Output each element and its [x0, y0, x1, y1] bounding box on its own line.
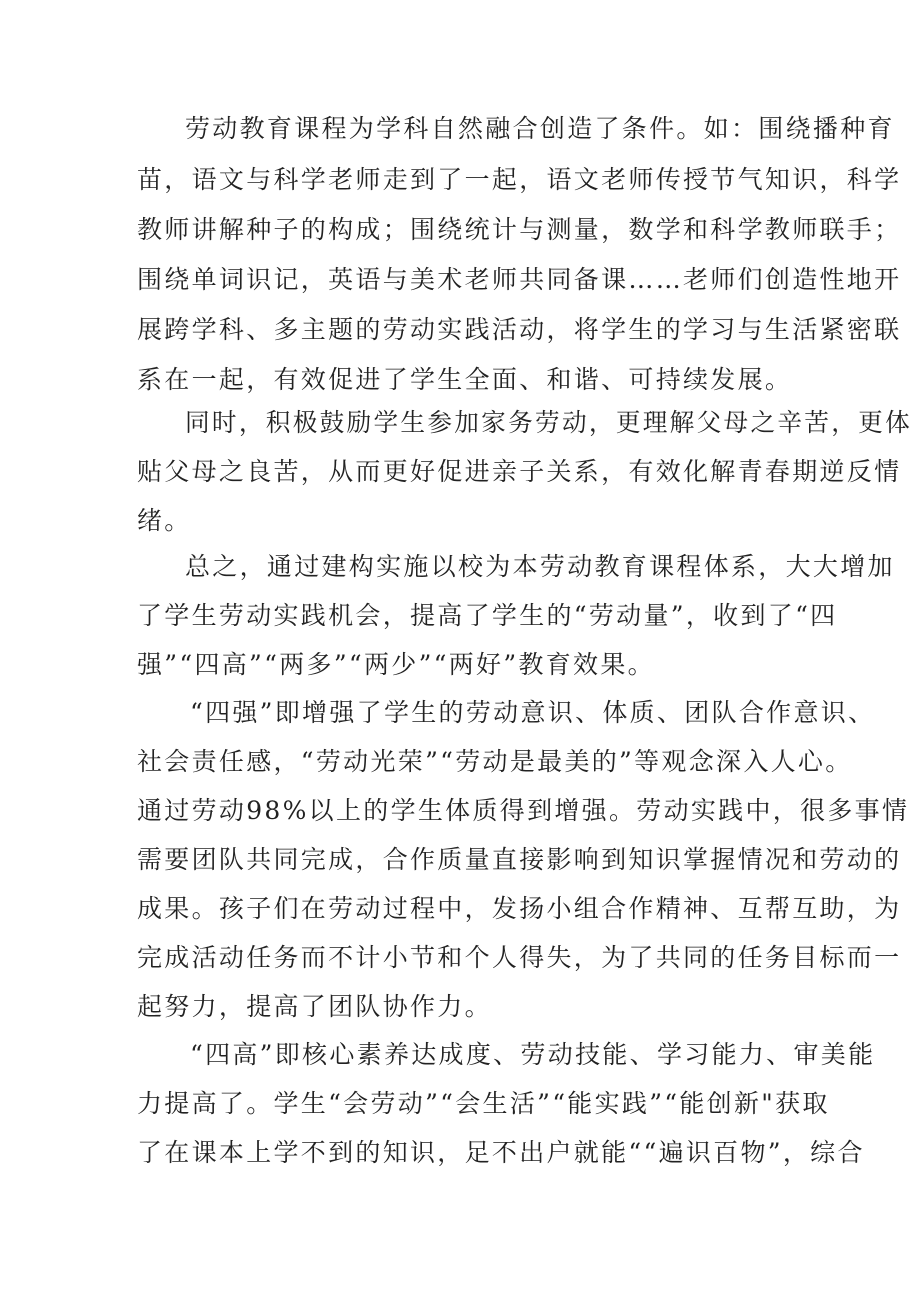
paragraph-4-line-4: 需要团队共同完成，合作质量直接影响到知识掌握情况和劳动的 — [137, 845, 902, 874]
paragraph-1-line-3: 教师讲解种子的构成；围绕统计与测量，数学和科学教师联手； — [137, 215, 902, 244]
paragraph-4-line-6: 完成活动任务而不计小节和个人得失，为了共同的任务目标而一 — [137, 943, 902, 972]
paragraph-4-line-5: 成果。孩子们在劳动过程中，发扬小组合作精神、互帮互助，为 — [137, 894, 902, 923]
paragraph-4-line-7: 起努力，提高了团队协作力。 — [137, 992, 492, 1021]
paragraph-2-line-1: 同时，积极鼓励学生参加家务劳动，更理解父母之辛苦，更体 — [185, 408, 913, 437]
paragraph-5-line-3: 了在课本上学不到的知识，足不出户就能““遍识百物”，综合 — [137, 1138, 865, 1167]
paragraph-1-line-2: 苗，语文与科学老师走到了一起，语文老师传授节气知识，科学 — [137, 165, 902, 194]
paragraph-1-line-1: 劳动教育课程为学科自然融合创造了条件。如：围绕播种育 — [185, 114, 895, 143]
paragraph-4-line-2: 社会责任感，“劳动光荣”“劳动是最美的”等观念深入人心。 — [137, 747, 853, 776]
paragraph-4-line-3: 通过劳动98%以上的学生体质得到增强。劳动实践中，很多事情 — [137, 796, 910, 825]
paragraph-3-line-1: 总之，通过建构实施以校为本劳动教育课程体系，大大增加 — [185, 552, 895, 581]
paragraph-2-line-2: 贴父母之良苦，从而更好促进亲子关系，有效化解青春期逆反情 — [137, 457, 902, 486]
paragraph-1-line-5: 展跨学科、多主题的劳动实践活动，将学生的学习与生活紧密联 — [137, 315, 902, 344]
paragraph-3-line-2: 了学生劳动实践机会，提高了学生的“劳动量”，收到了“四 — [137, 601, 838, 630]
paragraph-5-line-2: 力提高了。学生“会劳动”“会生活”“能实践”“能创新"获取 — [137, 1089, 830, 1118]
paragraph-1-line-4: 围绕单词识记，英语与美术老师共同备课……老师们创造性地开 — [137, 265, 902, 294]
paragraph-4-line-1: “四强”即增强了学生的劳动意识、体质、团队合作意识、 — [190, 698, 876, 727]
paragraph-5-line-1: “四高”即核心素养达成度、劳动技能、学习能力、审美能 — [190, 1040, 876, 1069]
paragraph-1-line-6: 系在一起，有效促进了学生全面、和谐、可持续发展。 — [137, 365, 793, 394]
paragraph-2-line-3: 绪。 — [137, 506, 192, 535]
paragraph-3-line-3: 强”“四高”“两多”“两少”“两好”教育效果。 — [137, 650, 655, 679]
